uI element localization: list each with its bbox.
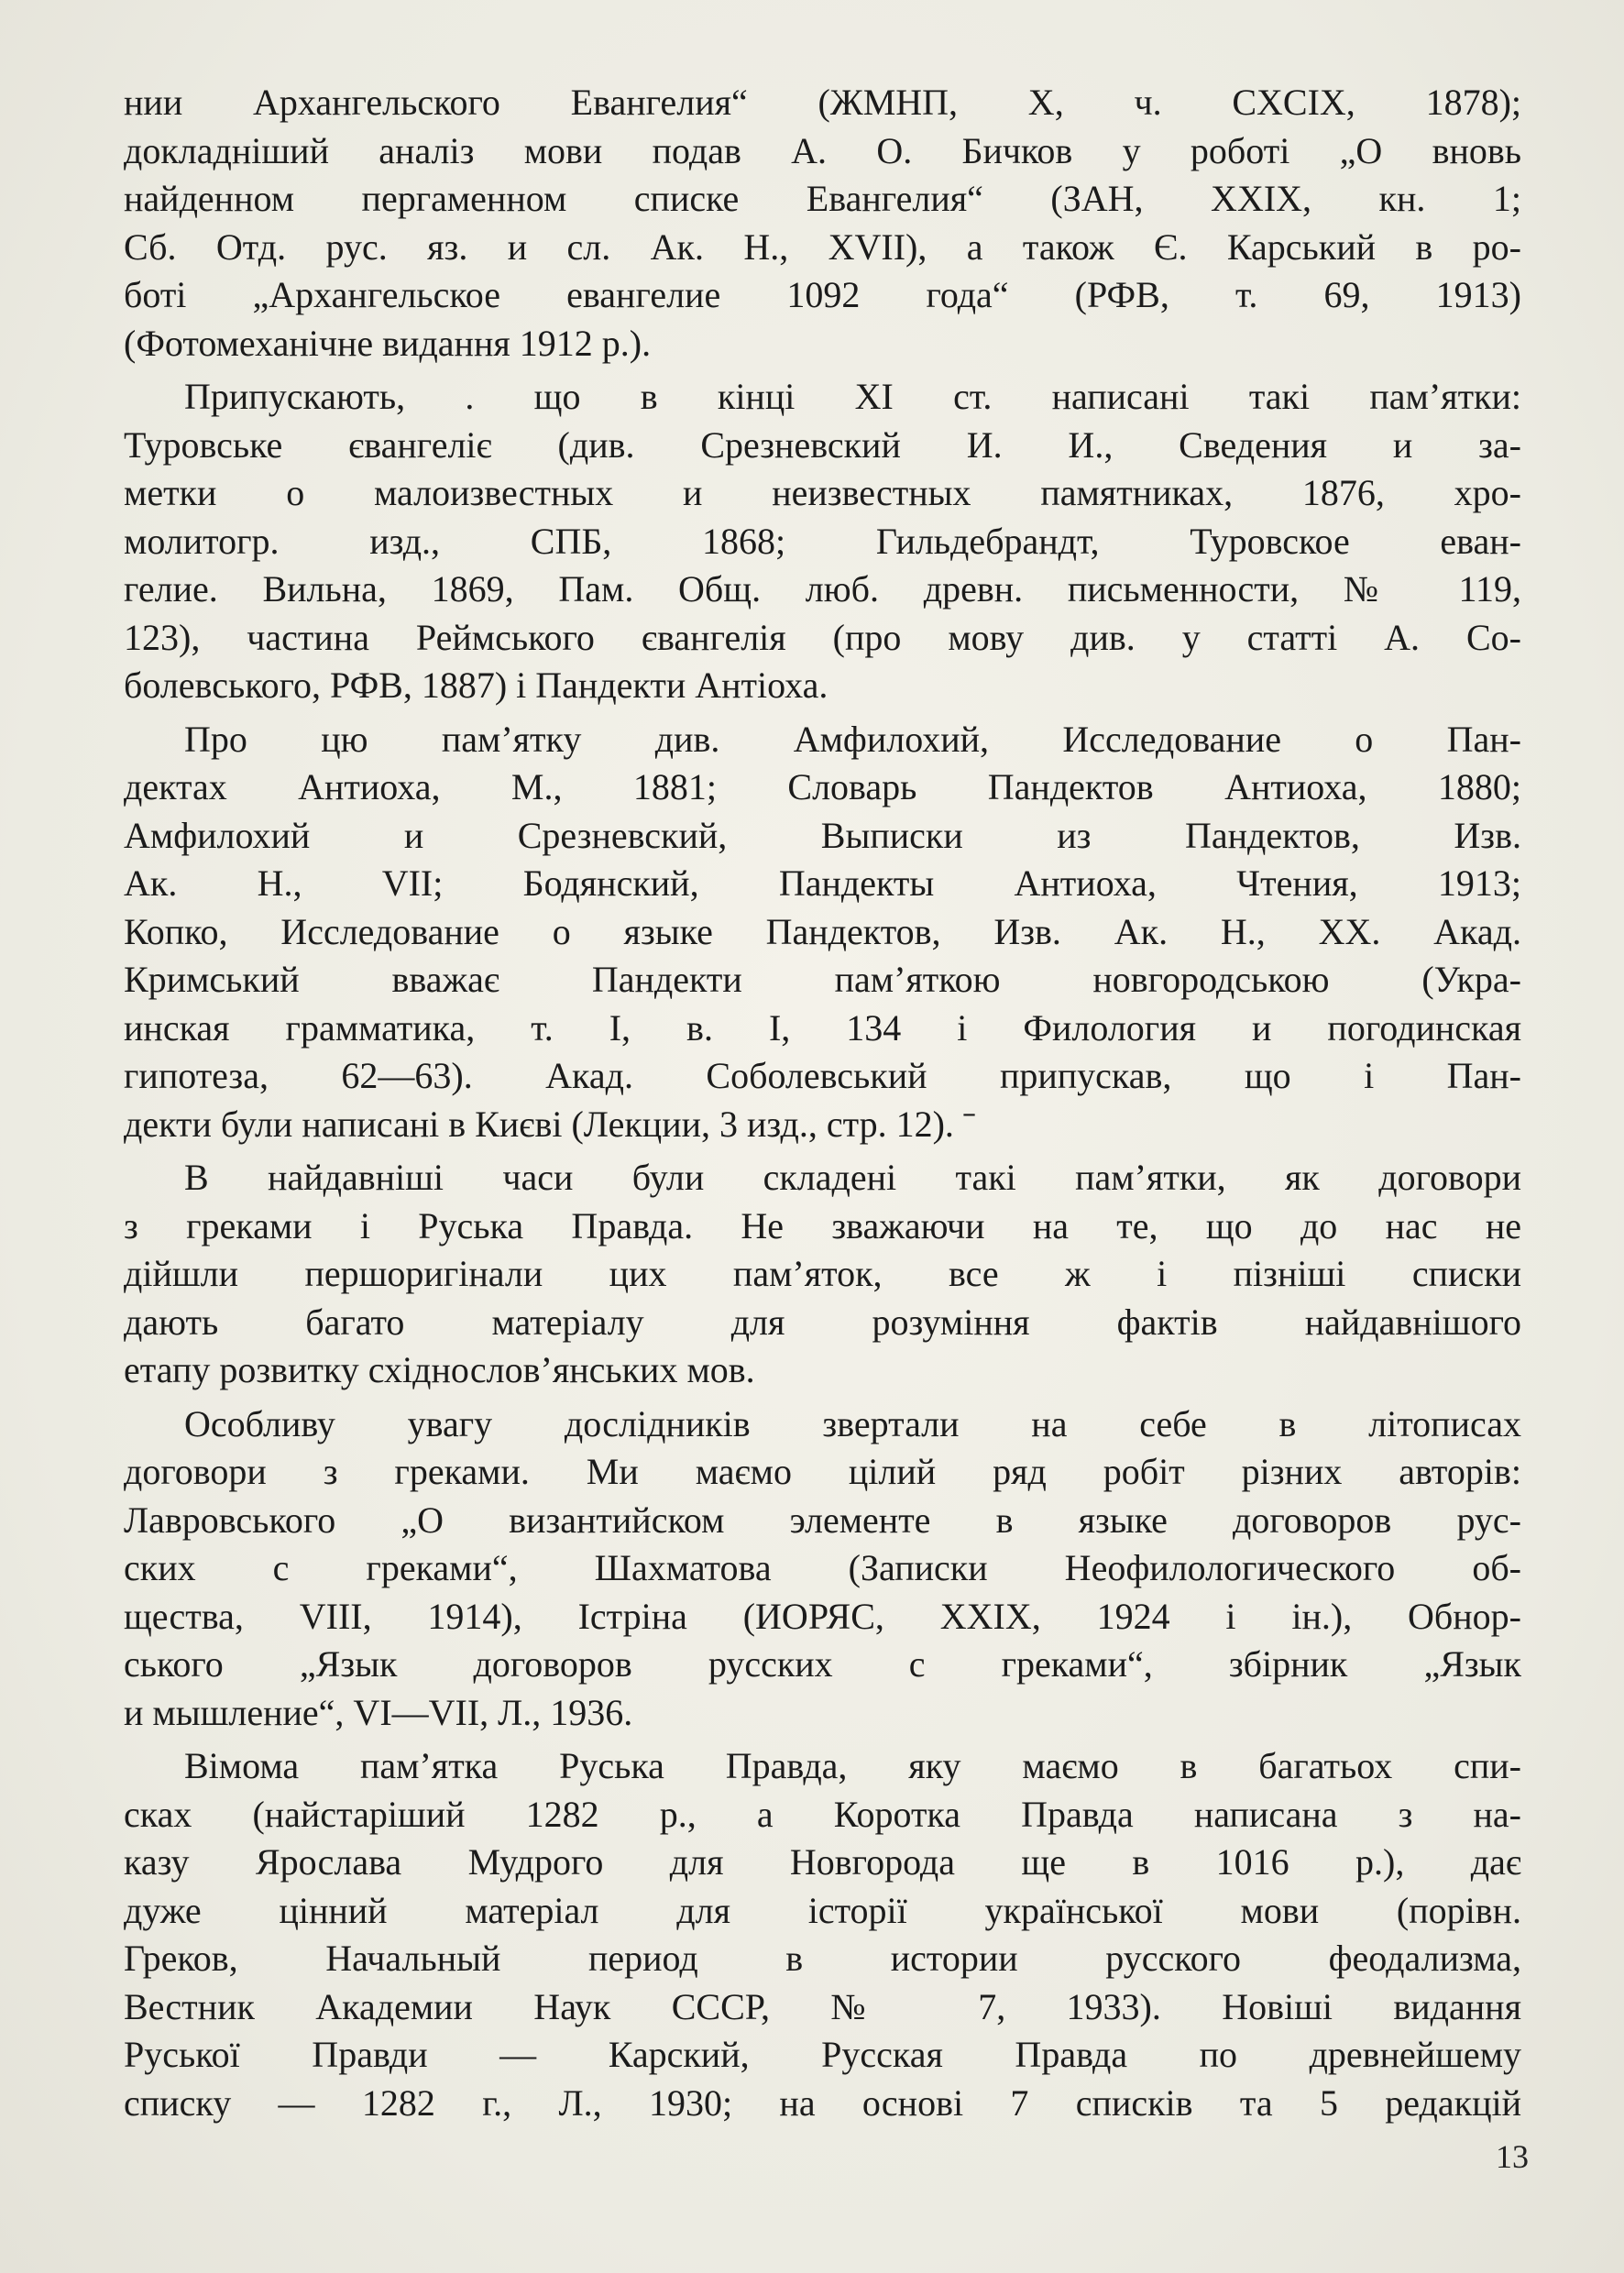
text-line: метки о малоизвестных и неизвестных памятниках, 1876, хро- bbox=[124, 472, 1521, 513]
text-line: дектах Антиоха, М., 1881; Словарь Пандектов Антиоха, 1880; bbox=[124, 766, 1521, 807]
text-line: етапу розвитку східнослов’янських мов. bbox=[124, 1349, 755, 1390]
paragraph-3 bbox=[124, 716, 1521, 1149]
paragraph-6 bbox=[124, 1742, 1521, 2127]
text-line: (Фотомеханічне видання 1912 р.). bbox=[124, 322, 652, 364]
text-line: и мышление“, VI—VII, Л., 1936. bbox=[124, 1691, 633, 1733]
text-line: Кримський вважає Пандекти пам’яткою новгородською (Укра- bbox=[124, 959, 1521, 1000]
text-line: боті „Архангельское евангелие 1092 года“ (РФВ, т. 69, 1913) bbox=[124, 274, 1521, 315]
text-line: молитогр. изд., СПБ, 1868; Гильдебрандт, Туровское еван- bbox=[124, 520, 1521, 562]
text-line: декти були написані в Києві (Лекции, 3 изд., стр. 12). ˉ bbox=[124, 1103, 976, 1145]
text-line: Руської Правди — Карский, Русская Правда по древнейшему bbox=[124, 2034, 1521, 2075]
text-line: 123), частина Реймського євангелія (про мову див. у статті А. Со- bbox=[124, 616, 1521, 658]
text-line: дійшли першоригінали цих пам’яток, все ж і пізніші списки bbox=[124, 1253, 1521, 1294]
text-line: В найдавніші часи були складені такі пам’ятки, як договори bbox=[184, 1157, 1521, 1198]
text-line: Туровське євангеліє (див. Срезневский И. И., Сведения и за- bbox=[124, 423, 1521, 466]
paragraph-1 bbox=[124, 79, 1521, 368]
text-line: гелие. Вильна, 1869, Пам. Общ. люб. древн. письменности, № 119, bbox=[124, 568, 1521, 609]
text-line: списку — 1282 г., Л., 1930; на основі 7 списків та 5 редакцій bbox=[124, 2081, 1521, 2124]
body-text bbox=[124, 79, 1521, 2127]
text-line: Греков, Начальный период в истории русского феодализма, bbox=[124, 1938, 1521, 1979]
text-line: Припускають, . що в кінці XI ст. написані такі пам’ятки: bbox=[184, 376, 1521, 417]
text-line: дуже цінний матеріал для історії української мови (порівн. bbox=[124, 1889, 1521, 1931]
text-line: сках (найстаріший 1282 р., а Коротка Правда написана з на- bbox=[124, 1793, 1521, 1835]
text-line: Вестник Академии Наук СССР, № 7, 1933). Новіші видання bbox=[124, 1985, 1521, 2027]
text-line: Ак. Н., VII; Бодянский, Пандекты Антиоха, Чтения, 1913; bbox=[124, 862, 1521, 904]
text-line: казу Ярослава Мудрого для Новгорода ще в 1016 р.), дає bbox=[124, 1841, 1521, 1883]
text-line: Амфилохий и Срезневский, Выписки из Пандектов, Изв. bbox=[124, 814, 1521, 856]
text-line: щества, VIII, 1914), Істріна (ИОРЯС, XXIX, 1924 і ін.), Обнор- bbox=[124, 1595, 1521, 1637]
text-line: нии Архангельского Евангелия“ (ЖМНП, X, ч. CXCIX, 1878); bbox=[124, 82, 1521, 123]
text-line: гипотеза, 62—63). Акад. Соболевський припускав, що і Пан- bbox=[124, 1055, 1521, 1096]
text-line: Особливу увагу дослідників звертали на себе в літописах bbox=[184, 1402, 1521, 1444]
text-line: докладніший аналіз мови подав А. О. Бичков у роботі „О вновь bbox=[124, 129, 1521, 171]
text-line: Сб. Отд. рус. яз. и сл. Ак. Н., XVII), а також Є. Карський в ро- bbox=[124, 225, 1521, 268]
paragraph-2 bbox=[124, 373, 1521, 710]
text-line: ских с греками“, Шахматова (Записки Неофилологического об- bbox=[124, 1547, 1521, 1588]
text-line: Копко, Исследование о языке Пандектов, Изв. Ак. Н., XX. Акад. bbox=[124, 910, 1521, 952]
text-line: инская грамматика, т. I, в. I, 134 і Филология и погодинская bbox=[124, 1006, 1521, 1049]
text-line: Про цю пам’ятку див. Амфилохий, Исследование о Пан- bbox=[184, 718, 1521, 760]
paragraph-5 bbox=[124, 1400, 1521, 1738]
text-line: найденном пергаменном списке Евангелия“ (ЗАН, XXIX, кн. 1; bbox=[124, 178, 1521, 219]
paragraph-4 bbox=[124, 1154, 1521, 1395]
page-number: 13 bbox=[1496, 2138, 1529, 2175]
text-line: дають багато матеріалу для розуміння фактів найдавнішого bbox=[124, 1301, 1521, 1343]
text-line: Лавровського „О византийском элементе в языке договоров рус- bbox=[124, 1499, 1521, 1541]
text-line: Вімома пам’ятка Руська Правда, яку маємо в багатьох спи- bbox=[184, 1745, 1521, 1786]
text-line: з греками і Руська Правда. Не зважаючи на те, що до нас не bbox=[124, 1204, 1521, 1246]
text-line: ського „Язык договоров русских с греками“, збірник „Язык bbox=[124, 1643, 1521, 1685]
text-line: болевського, РФВ, 1887) і Пандекти Антіоха. bbox=[124, 664, 828, 706]
text-line: договори з греками. Ми маємо цілий ряд робіт різних авторів: bbox=[124, 1451, 1521, 1492]
